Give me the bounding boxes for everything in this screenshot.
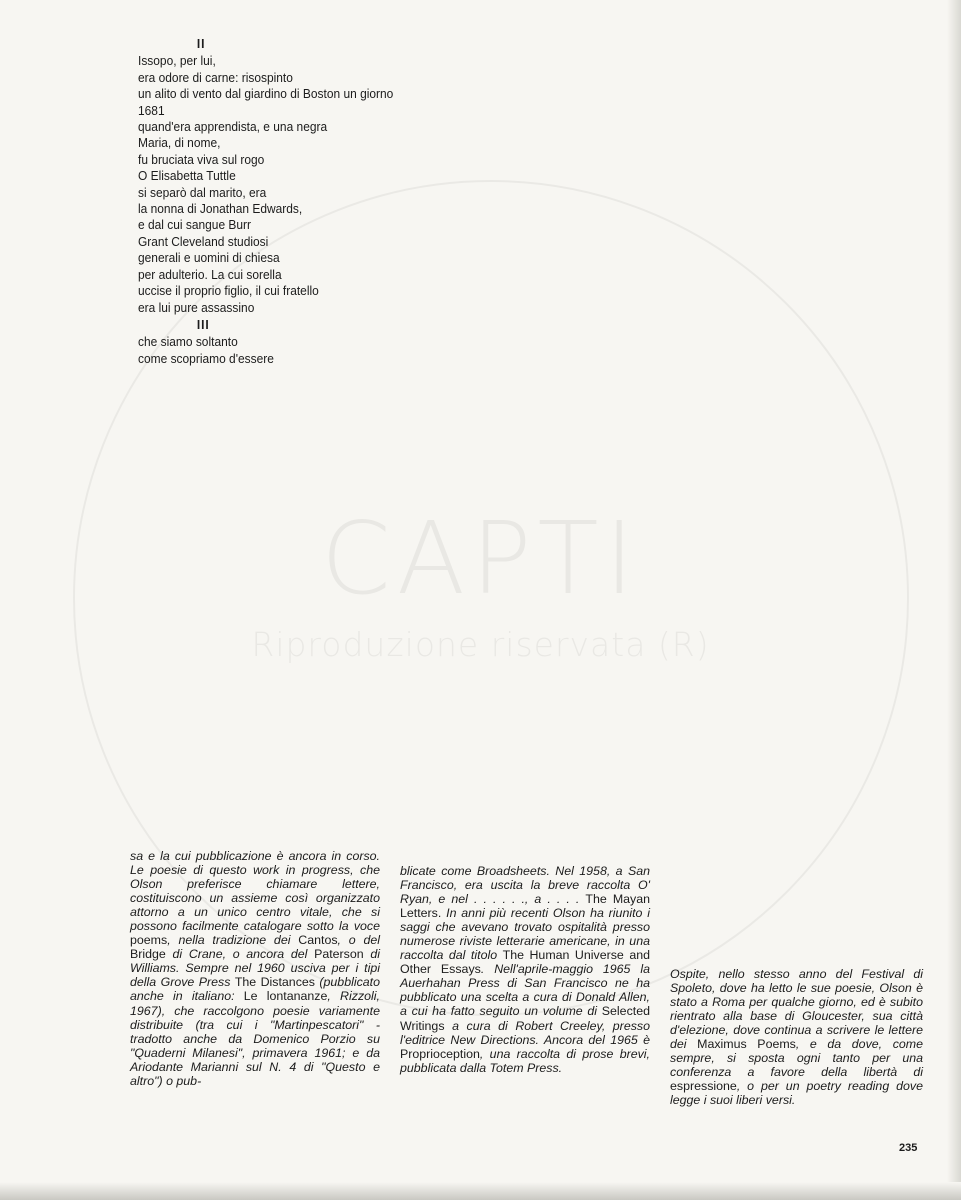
page-number: 235 xyxy=(899,1142,918,1154)
title-text: The Distances xyxy=(234,975,315,990)
poem-line: un alito di vento dal giardino di Boston un giorno xyxy=(138,86,394,102)
title-text: Maximus Poems xyxy=(697,1037,796,1052)
title-text: espressione xyxy=(670,1079,737,1094)
poem-line: come scopriamo d'essere xyxy=(138,350,274,366)
poem-line: era odore di carne: risospinto xyxy=(138,69,293,85)
text-column-2 xyxy=(400,864,650,1075)
poem-line: uccise il proprio figlio, il cui fratello xyxy=(138,283,319,299)
body-text: , Rizzoli, 1967), che raccolgono poesie variamente distribuite (tra cui i "Martinpescatori" - tradotto anche da Domenico Porzio su "Quaderni Milanesi", primavera 1961; e da Ariodante Marianni sul N. 4 di "Questo e altro") o pub- xyxy=(130,989,380,1088)
body-text: Ospite, nello stesso anno del Festival di Spoleto, dove ha letto le sue poesie, Olson è stato a Roma per qualche giorno, ed è subito rientrato alla base di Gloucester, sua città d'elezione, dove continua a scrivere le lettere dei xyxy=(670,967,923,1052)
body-text: In anni più recenti Olson ha riunito i saggi che avevano trovato ospitalità presso numerose riviste letterarie americane, in una raccolta dal titolo xyxy=(400,906,650,963)
paragraph xyxy=(670,967,923,1107)
poem-stanza-3 xyxy=(138,334,524,367)
body-text: blicate come Broadsheets. Nel 1958, a San Francisco, era uscita la breve raccolta O' Ryan, e nel . . . . . ., a . . . . xyxy=(400,864,650,907)
poem-line: fu bruciata viva sul rogo xyxy=(138,151,265,167)
title-text: Selected Writings xyxy=(400,1004,650,1033)
section-number-2: II xyxy=(196,36,206,51)
title-text: Proprioception xyxy=(400,1046,480,1061)
body-text: sa e la cui pubblicazione è ancora in corso. Le poesie di questo work in progress, che Olson preferisce chiamare lettere, costituiscono un assieme così organizzato attorno a un unico centro vitale, che si possono facilmente catalogare sotto la voce xyxy=(130,849,380,934)
poem-line: e dal cui sangue Burr xyxy=(138,217,252,233)
body-text: , nella tradizione dei xyxy=(167,933,299,948)
body-text: di Williams. Sempre nel 1960 usciva per i tipi della Grove Press xyxy=(130,947,380,990)
body-text: (pubblicato anche in italiano: xyxy=(130,975,381,1004)
poem-line: Issopo, per lui, xyxy=(138,53,216,69)
poem-line: si separò dal marito, era xyxy=(138,184,267,200)
poem-line: O Elisabetta Tuttle xyxy=(138,168,236,184)
poem-block xyxy=(138,35,524,367)
poem-line: Maria, di nome, xyxy=(138,135,221,151)
title-text: The Human Universe and Other Essays xyxy=(400,948,651,977)
poem-stanza-2 xyxy=(138,53,524,316)
poem-line: generali e uomini di chiesa xyxy=(138,250,280,266)
poem-line: che siamo soltanto xyxy=(138,334,238,350)
paragraph xyxy=(400,864,650,1075)
title-text: poems xyxy=(130,933,168,948)
poem-line: Grant Cleveland studiosi xyxy=(138,233,269,249)
title-text: Cantos xyxy=(298,933,338,948)
section-number-3: III xyxy=(196,316,210,332)
text-column-3 xyxy=(670,967,923,1107)
page-bottom-shadow xyxy=(0,1182,961,1200)
title-text: The Mayan Letters. xyxy=(400,892,651,921)
body-text: , o del xyxy=(337,933,380,948)
body-text: . Nell'aprile-maggio 1965 la Auerhahan Press di San Francisco ne ha pubblicato una scelta a cura di Donald Allen, a cui ha fatto seguito un volume di xyxy=(400,962,650,1019)
title-text: Paterson xyxy=(314,947,364,962)
body-text: , una raccolta di prose brevi, pubblicata dalla Totem Press. xyxy=(400,1046,650,1075)
body-text: , o per un poetry reading dove legge i suoi liberi versi. xyxy=(670,1079,923,1108)
watermark-logo: CAPTI xyxy=(320,500,641,617)
poem-line: era lui pure assassino xyxy=(138,299,255,315)
body-text: di Crane, o ancora del xyxy=(165,947,315,962)
title-text: Le lontananze xyxy=(243,989,328,1004)
title-text: Bridge xyxy=(130,947,166,962)
text-column-1 xyxy=(130,849,380,1088)
body-text: a cura di Robert Creeley, presso l'editrice New Directions. Ancora del 1965 è xyxy=(400,1018,650,1047)
watermark-caption: Riproduzione riservata (R) xyxy=(251,625,710,664)
poem-line: 1681 xyxy=(138,102,165,118)
body-text: , e da dove, come sempre, si sposta ogni tanto per una conferenza a favore della libertà di xyxy=(670,1037,923,1080)
paragraph xyxy=(130,849,380,1088)
poem-line: la nonna di Jonathan Edwards, xyxy=(138,201,303,217)
poem-line: per adulterio. La cui sorella xyxy=(138,266,282,282)
poem-line: quand'era apprendista, e una negra xyxy=(138,119,328,135)
